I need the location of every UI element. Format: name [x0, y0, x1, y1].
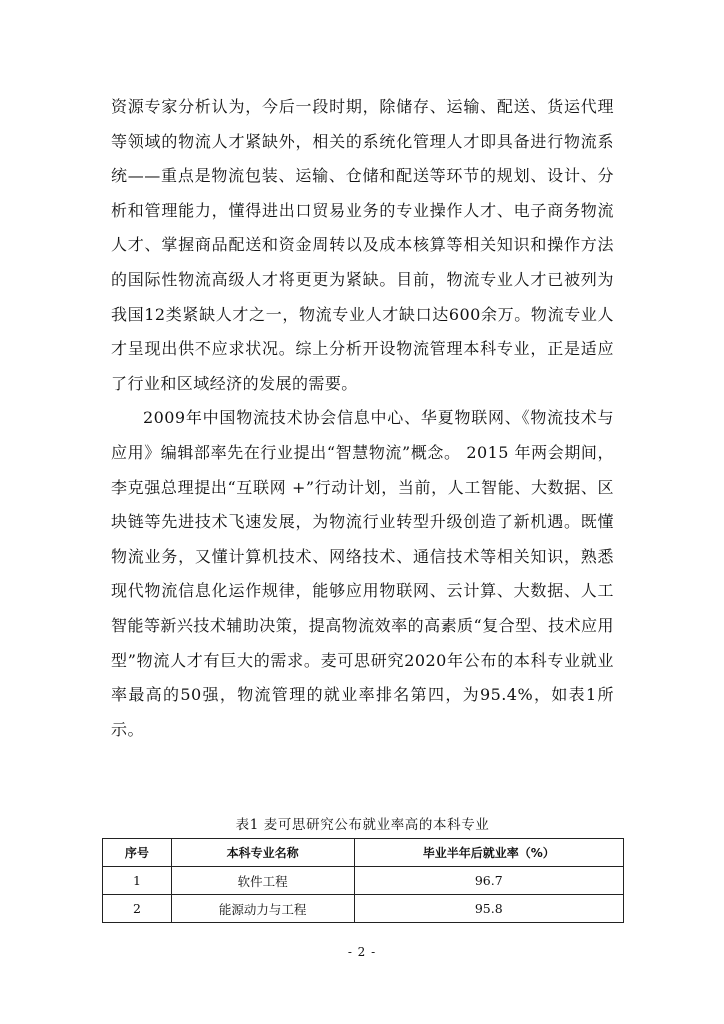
header-serial-number: 序号 — [103, 839, 172, 867]
table-caption: 表1 麦可思研究公布就业率高的本科专业 — [235, 817, 490, 833]
body-text — [111, 90, 614, 747]
cell-employment-rate: 95.8 — [354, 895, 624, 923]
cell-employment-rate: 96.7 — [354, 867, 624, 895]
table-header-row — [103, 839, 624, 867]
cell-major-name: 能源动力与工程 — [171, 895, 354, 923]
page-number: - 2 - — [347, 945, 377, 959]
cell-serial-number: 2 — [103, 895, 172, 923]
employment-rate-table — [102, 838, 624, 923]
header-major-name: 本科专业名称 — [171, 839, 354, 867]
table-row — [103, 895, 624, 923]
table-row — [103, 867, 624, 895]
paragraph-continued: 资源专家分析认为，今后一段时期，除储存、运输、配送、货运代理等领域的物流人才紧缺外，相关的系统化管理人才即具备进行物流系统——重点是物流包装、运输、仓储和配送等环节的规划、设计、分析和管理能力，懂得进出口贸易业务的专业操作人才、电子商务物流人才、掌握商品配送和资金周转以及成本核算等相关知识和操作方法的国际性物流高级人才将更更为紧缺。目前，物流专业人才已被列为我国12类紧缺人才之一，物流专业人才缺口达600余万。物流专业人才呈现出供不应求状况。综上分析开设物流管理本科专业，正是适应了行业和区域经济的发展的需要。 — [111, 97, 614, 393]
header-employment-rate: 毕业半年后就业率（%） — [354, 839, 624, 867]
paragraph-smart-logistics: 2009年中国物流技术协会信息中心、华夏物联网、《物流技术与应用》编辑部率先在行业提出“智慧物流”概念。 2015 年两会期间，李克强总理提出“互联网 +”行动计划，当前，人工智能、大数据、区块链等先进技术飞速发展，为物流行业转型升级创造了新机遇。既懂物流业务，又懂计算机技术、网络技术、通信技术等相关知识，熟悉现代物流信息化运作规律，能够应用物联网、云计算、大数据、人工智能等新兴技术辅助决策，提高物流效率的高素质“复合型、技术应用型”物流人才有巨大的需求。麦可思研究2020年公布的本科专业就业率最高的50强，物流管理的就业率排名第四，为95.4%，如表1所示。 — [111, 408, 614, 739]
cell-serial-number: 1 — [103, 867, 172, 895]
cell-major-name: 软件工程 — [171, 867, 354, 895]
